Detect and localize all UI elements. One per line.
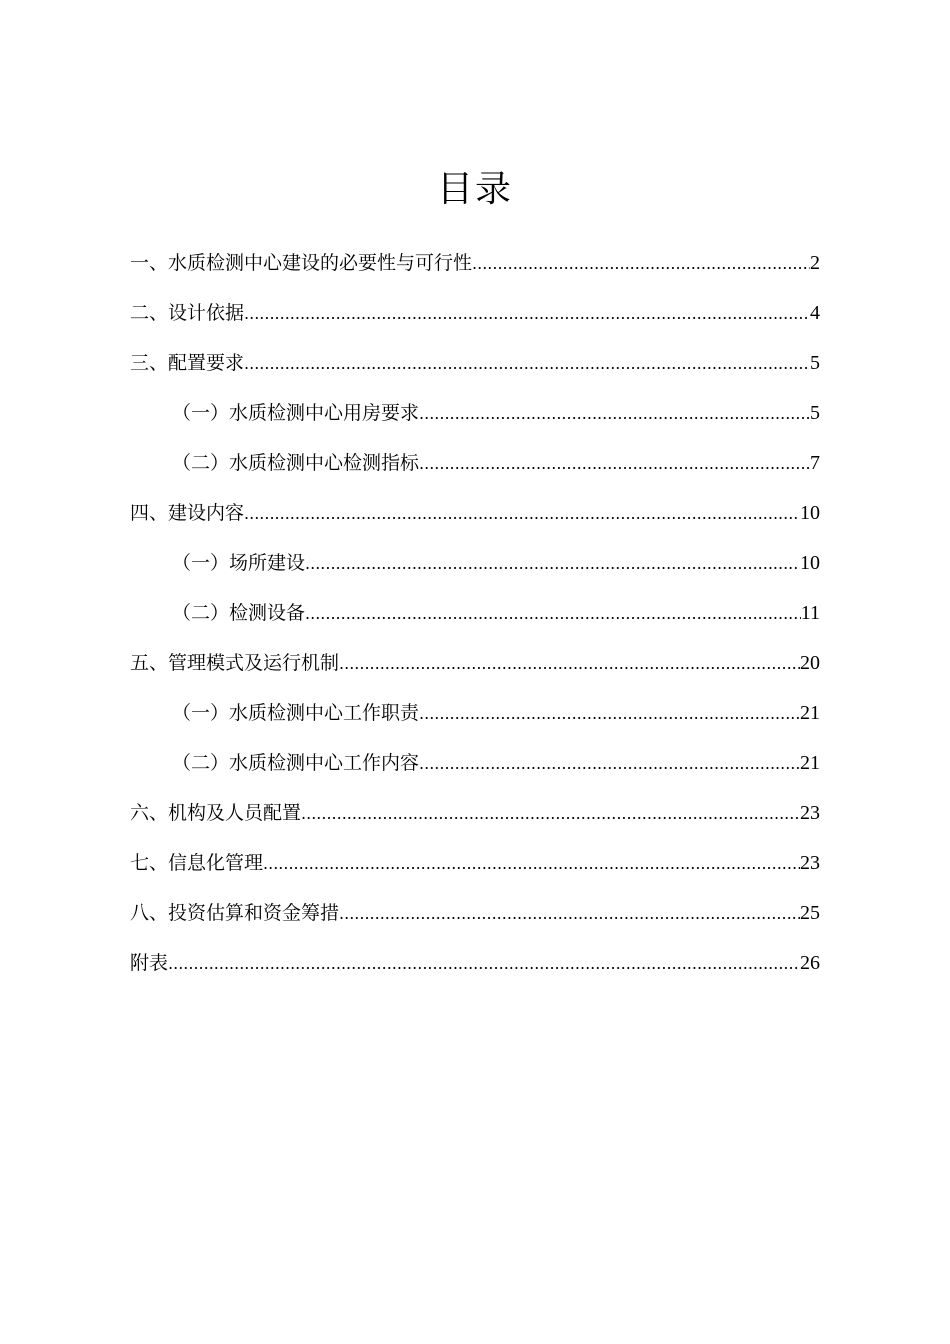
toc-entry[interactable] (130, 643, 820, 693)
toc-entry-label: 二、设计依据 (130, 302, 245, 324)
toc-entry[interactable] (130, 893, 820, 943)
toc-subentry[interactable] (130, 443, 820, 493)
toc-dot-leader (472, 244, 810, 284)
toc-dot-leader (168, 944, 800, 984)
toc-subentry[interactable] (130, 743, 820, 793)
toc-subentry[interactable] (130, 693, 820, 743)
toc-entry[interactable] (130, 293, 820, 343)
toc-entry-label: 四、建设内容 (130, 502, 245, 524)
toc-entry[interactable] (130, 343, 820, 393)
toc-entry-label: 八、投资估算和资金筹措 (130, 902, 340, 924)
toc-dot-leader (419, 444, 810, 484)
toc-entry-label: 五、管理模式及运行机制 (130, 652, 340, 674)
toc-dot-leader (244, 494, 800, 534)
toc-page-number: 23 (800, 802, 820, 824)
toc-entry-label: 三、配置要求 (130, 352, 245, 374)
toc-entry-label: （二）检测设备 (172, 602, 306, 624)
toc-title: 目录 (436, 169, 513, 210)
toc-entry-label: （二）水质检测中心工作内容 (172, 752, 420, 774)
toc-page-number: 5 (810, 352, 820, 374)
toc-entry-label: 一、水质检测中心建设的必要性与可行性 (130, 252, 473, 274)
toc-page-number: 21 (800, 752, 820, 774)
toc-entry[interactable] (130, 843, 820, 893)
toc-subentry[interactable] (130, 393, 820, 443)
toc-page-number: 10 (800, 502, 820, 524)
toc-dot-leader (244, 344, 810, 384)
toc-dot-leader (305, 594, 801, 634)
toc-subentry[interactable] (130, 593, 820, 643)
toc-subentry[interactable] (130, 543, 820, 593)
toc-entry[interactable] (130, 793, 820, 843)
toc-entry[interactable] (130, 243, 820, 293)
table-of-contents (130, 243, 820, 993)
toc-dot-leader (419, 694, 800, 734)
toc-entry[interactable] (130, 493, 820, 543)
toc-dot-leader (339, 644, 800, 684)
toc-dot-leader (419, 744, 800, 784)
toc-entry-label: （一）水质检测中心工作职责 (172, 702, 420, 724)
toc-dot-leader (244, 294, 810, 334)
toc-dot-leader (339, 894, 800, 934)
toc-page-number: 20 (800, 652, 820, 674)
toc-page-number: 11 (800, 602, 820, 624)
toc-page-number: 25 (800, 902, 820, 924)
toc-dot-leader (305, 544, 800, 584)
toc-page-number: 5 (810, 402, 820, 424)
toc-entry-label: （二）水质检测中心检测指标 (172, 452, 420, 474)
toc-entry-label: 六、机构及人员配置 (130, 802, 302, 824)
toc-dot-leader (301, 794, 800, 834)
toc-page-number: 4 (810, 302, 820, 324)
toc-page-number: 21 (800, 702, 820, 724)
toc-entry-label: （一）场所建设 (172, 552, 306, 574)
toc-entry-label: 七、信息化管理 (130, 852, 264, 874)
toc-page-number: 26 (800, 952, 820, 974)
toc-dot-leader (419, 394, 810, 434)
toc-page-number: 7 (810, 452, 820, 474)
toc-page-number: 2 (810, 252, 820, 274)
toc-entry[interactable] (130, 943, 820, 993)
toc-entry-label: 附表 (130, 952, 169, 974)
toc-dot-leader (263, 844, 800, 884)
toc-page-number: 23 (800, 852, 820, 874)
toc-entry-label: （一）水质检测中心用房要求 (172, 402, 420, 424)
toc-page-number: 10 (800, 552, 820, 574)
